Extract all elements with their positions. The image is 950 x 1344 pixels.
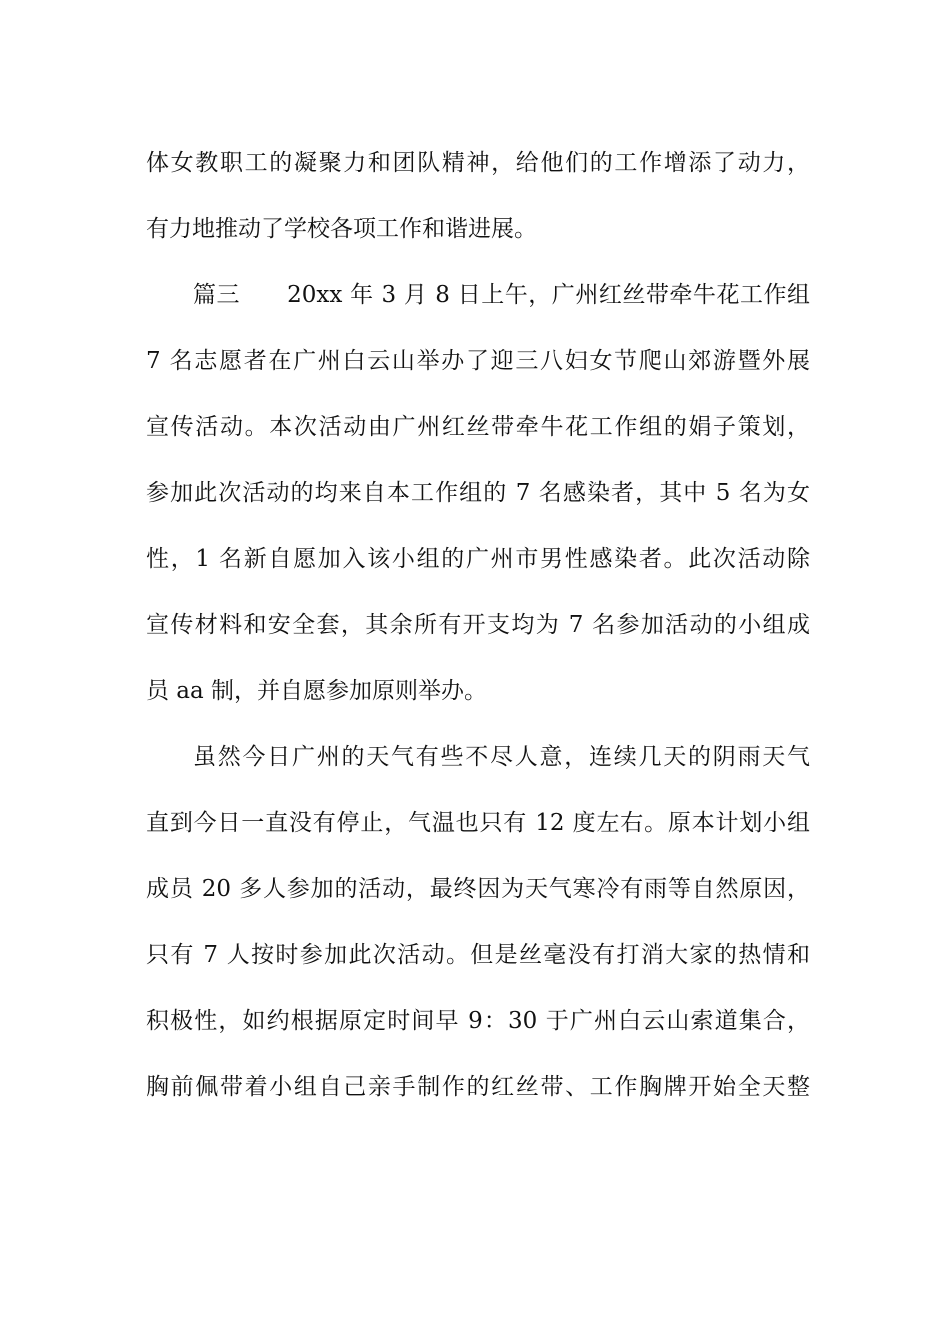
text-line: 体女教职工的凝聚力和团队精神，给他们的工作增添了动力， — [146, 150, 810, 176]
text-line: 积极性，如约根据原定时间早 9：30 于广州白云山索道集合， — [146, 1008, 810, 1034]
text-line: 员 aa 制，并自愿参加原则举办。 — [146, 678, 488, 704]
text-line: 宣传活动。本次活动由广州红丝带牵牛花工作组的娟子策划， — [146, 414, 810, 440]
section-heading-line: 篇三 20xx 年 3 月 8 日上午，广州红丝带牵牛花工作组 — [193, 282, 810, 308]
text-line: 参加此次活动的均来自本工作组的 7 名感染者，其中 5 名为女 — [146, 480, 810, 506]
text-line: 胸前佩带着小组自己亲手制作的红丝带、工作胸牌开始全天整 — [146, 1074, 810, 1100]
text-line: 宣传材料和安全套，其余所有开支均为 7 名参加活动的小组成 — [146, 612, 810, 638]
text-line: 只有 7 人按时参加此次活动。但是丝毫没有打消大家的热情和 — [146, 942, 810, 968]
text-line: 有力地推动了学校各项工作和谐进展。 — [146, 216, 537, 242]
body-text — [146, 130, 810, 1120]
paragraph-first-line: 虽然今日广州的天气有些不尽人意，连续几天的阴雨天气 — [193, 744, 810, 770]
text-line: 成员 20 多人参加的活动，最终因为天气寒冷有雨等自然原因， — [146, 876, 810, 902]
text-line: 直到今日一直没有停止，气温也只有 12 度左右。原本计划小组 — [146, 810, 810, 836]
text-line: 性，1 名新自愿加入该小组的广州市男性感染者。此次活动除 — [146, 546, 810, 572]
text-line: 7 名志愿者在广州白云山举办了迎三八妇女节爬山郊游暨外展 — [146, 348, 810, 374]
